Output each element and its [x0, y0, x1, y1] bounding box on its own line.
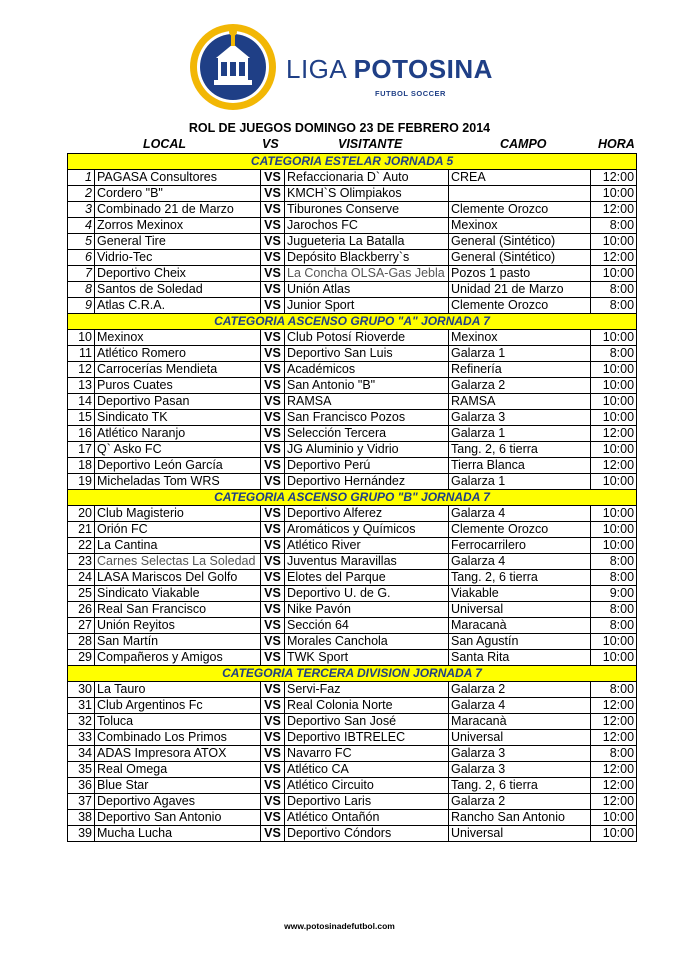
vs-label: VS: [261, 218, 285, 234]
game-row: [68, 698, 637, 714]
local-team: La Tauro: [95, 682, 261, 698]
local-team: Sindicato TK: [95, 410, 261, 426]
local-team: Zorros Mexinox: [95, 218, 261, 234]
game-number: 6: [68, 250, 95, 266]
kickoff-time: 8:00: [591, 570, 637, 586]
field-name: Galarza 1: [449, 474, 591, 490]
game-row: [68, 234, 637, 250]
kickoff-time: 8:00: [591, 218, 637, 234]
game-number: 39: [68, 826, 95, 842]
kickoff-time: 10:00: [591, 650, 637, 666]
kickoff-time: 12:00: [591, 698, 637, 714]
game-row: [68, 458, 637, 474]
local-team: Club Argentinos Fc: [95, 698, 261, 714]
game-row: [68, 266, 637, 282]
vs-label: VS: [261, 634, 285, 650]
field-name: CREA: [449, 170, 591, 186]
column-header-campo: CAMPO: [500, 137, 547, 151]
vs-label: VS: [261, 410, 285, 426]
game-row: [68, 682, 637, 698]
game-number: 20: [68, 506, 95, 522]
vs-label: VS: [261, 730, 285, 746]
game-row: [68, 474, 637, 490]
visiting-team: Selección Tercera: [285, 426, 449, 442]
game-row: [68, 218, 637, 234]
field-name: Galarza 3: [449, 410, 591, 426]
local-team: Combinado 21 de Marzo: [95, 202, 261, 218]
field-name: General (Sintético): [449, 234, 591, 250]
field-name: Santa Rita: [449, 650, 591, 666]
category-title: CATEGORIA ESTELAR JORNADA 5: [68, 154, 637, 170]
vs-label: VS: [261, 170, 285, 186]
game-number: 4: [68, 218, 95, 234]
local-team: General Tire: [95, 234, 261, 250]
kickoff-time: 8:00: [591, 602, 637, 618]
field-name: [449, 186, 591, 202]
kickoff-time: 12:00: [591, 762, 637, 778]
field-name: Galarza 4: [449, 698, 591, 714]
vs-label: VS: [261, 506, 285, 522]
kickoff-time: 10:00: [591, 810, 637, 826]
visiting-team: Servi-Faz: [285, 682, 449, 698]
game-number: 35: [68, 762, 95, 778]
game-number: 28: [68, 634, 95, 650]
visiting-team: Navarro FC: [285, 746, 449, 762]
field-name: Ferrocarrilero: [449, 538, 591, 554]
category-header-row: [68, 666, 637, 682]
vs-label: VS: [261, 234, 285, 250]
visiting-team: San Antonio "B": [285, 378, 449, 394]
local-team: Carnes Selectas La Soledad: [95, 554, 261, 570]
visiting-team: Elotes del Parque: [285, 570, 449, 586]
game-number: 1: [68, 170, 95, 186]
visiting-team: Juventus Maravillas: [285, 554, 449, 570]
kickoff-time: 12:00: [591, 202, 637, 218]
game-row: [68, 538, 637, 554]
field-name: Refinería: [449, 362, 591, 378]
brand-subtitle: FUTBOL SOCCER: [375, 89, 446, 98]
footer-website: www.potosinadefutbol.com: [284, 921, 395, 931]
game-row: [68, 794, 637, 810]
vs-label: VS: [261, 810, 285, 826]
game-number: 5: [68, 234, 95, 250]
vs-label: VS: [261, 650, 285, 666]
vs-label: VS: [261, 330, 285, 346]
vs-label: VS: [261, 298, 285, 314]
field-name: Galarza 1: [449, 426, 591, 442]
vs-label: VS: [261, 378, 285, 394]
field-name: Clemente Orozco: [449, 298, 591, 314]
field-name: San Agustín: [449, 634, 591, 650]
vs-label: VS: [261, 778, 285, 794]
game-number: 13: [68, 378, 95, 394]
kickoff-time: 10:00: [591, 634, 637, 650]
column-header-vs: VS: [262, 137, 279, 151]
local-team: Santos de Soledad: [95, 282, 261, 298]
game-number: 36: [68, 778, 95, 794]
visiting-team: Académicos: [285, 362, 449, 378]
local-team: Blue Star: [95, 778, 261, 794]
visiting-team: Deportivo Laris: [285, 794, 449, 810]
vs-label: VS: [261, 362, 285, 378]
game-row: [68, 586, 637, 602]
game-row: [68, 810, 637, 826]
field-name: Galarza 2: [449, 378, 591, 394]
kickoff-time: 10:00: [591, 378, 637, 394]
field-name: Tang. 2, 6 tierra: [449, 778, 591, 794]
page-title: ROL DE JUEGOS DOMINGO 23 DE FEBRERO 2014: [188, 121, 491, 135]
kickoff-time: 12:00: [591, 170, 637, 186]
kickoff-time: 10:00: [591, 506, 637, 522]
local-team: Toluca: [95, 714, 261, 730]
kickoff-time: 8:00: [591, 554, 637, 570]
vs-label: VS: [261, 602, 285, 618]
vs-label: VS: [261, 250, 285, 266]
field-name: Universal: [449, 826, 591, 842]
local-team: ADAS Impresora ATOX: [95, 746, 261, 762]
kickoff-time: 10:00: [591, 266, 637, 282]
vs-label: VS: [261, 794, 285, 810]
vs-label: VS: [261, 442, 285, 458]
vs-label: VS: [261, 554, 285, 570]
visiting-team: Deportivo San José: [285, 714, 449, 730]
field-name: Viakable: [449, 586, 591, 602]
column-header-visitante: VISITANTE: [338, 137, 403, 151]
local-team: Mucha Lucha: [95, 826, 261, 842]
visiting-team: JG Aluminio y Vidrio: [285, 442, 449, 458]
game-row: [68, 634, 637, 650]
game-number: 2: [68, 186, 95, 202]
game-row: [68, 778, 637, 794]
game-number: 25: [68, 586, 95, 602]
local-team: Deportivo San Antonio: [95, 810, 261, 826]
field-name: Tang. 2, 6 tierra: [449, 570, 591, 586]
local-team: LASA Mariscos Del Golfo: [95, 570, 261, 586]
kickoff-time: 8:00: [591, 298, 637, 314]
visiting-team: Deportivo U. de G.: [285, 586, 449, 602]
visiting-team: Deportivo San Luis: [285, 346, 449, 362]
visiting-team: Tiburones Conserve: [285, 202, 449, 218]
visiting-team: Atlético CA: [285, 762, 449, 778]
game-row: [68, 250, 637, 266]
visiting-team: Deportivo Perú: [285, 458, 449, 474]
game-row: [68, 282, 637, 298]
field-name: Tang. 2, 6 tierra: [449, 442, 591, 458]
field-name: Tierra Blanca: [449, 458, 591, 474]
game-number: 9: [68, 298, 95, 314]
kickoff-time: 12:00: [591, 250, 637, 266]
visiting-team: Atlético Circuito: [285, 778, 449, 794]
local-team: Deportivo Agaves: [95, 794, 261, 810]
kickoff-time: 10:00: [591, 474, 637, 490]
visiting-team: Real Colonia Norte: [285, 698, 449, 714]
game-number: 23: [68, 554, 95, 570]
local-team: Atlético Romero: [95, 346, 261, 362]
local-team: Deportivo León García: [95, 458, 261, 474]
game-row: [68, 202, 637, 218]
local-team: Atlético Naranjo: [95, 426, 261, 442]
game-number: 37: [68, 794, 95, 810]
vs-label: VS: [261, 426, 285, 442]
visiting-team: Deportivo Alferez: [285, 506, 449, 522]
game-row: [68, 298, 637, 314]
game-number: 29: [68, 650, 95, 666]
game-row: [68, 442, 637, 458]
local-team: PAGASA Consultores: [95, 170, 261, 186]
local-team: Deportivo Pasan: [95, 394, 261, 410]
visiting-team: Depósito Blackberry`s: [285, 250, 449, 266]
local-team: Mexinox: [95, 330, 261, 346]
game-row: [68, 762, 637, 778]
game-row: [68, 618, 637, 634]
game-row: [68, 346, 637, 362]
field-name: Mexinox: [449, 218, 591, 234]
local-team: Puros Cuates: [95, 378, 261, 394]
local-team: Micheladas Tom WRS: [95, 474, 261, 490]
game-number: 30: [68, 682, 95, 698]
field-name: Rancho San Antonio: [449, 810, 591, 826]
visiting-team: Sección 64: [285, 618, 449, 634]
local-team: Real Omega: [95, 762, 261, 778]
field-name: Maracanà: [449, 714, 591, 730]
vs-label: VS: [261, 682, 285, 698]
game-row: [68, 730, 637, 746]
visiting-team: Jugueteria La Batalla: [285, 234, 449, 250]
schedule-table: [67, 153, 637, 842]
field-name: Galarza 3: [449, 746, 591, 762]
local-team: Q` Asko FC: [95, 442, 261, 458]
kickoff-time: 10:00: [591, 234, 637, 250]
game-number: 24: [68, 570, 95, 586]
vs-label: VS: [261, 698, 285, 714]
field-name: Unidad 21 de Marzo: [449, 282, 591, 298]
vs-label: VS: [261, 474, 285, 490]
kickoff-time: 10:00: [591, 522, 637, 538]
game-number: 21: [68, 522, 95, 538]
game-number: 34: [68, 746, 95, 762]
kickoff-time: 10:00: [591, 442, 637, 458]
local-team: San Martín: [95, 634, 261, 650]
vs-label: VS: [261, 714, 285, 730]
kickoff-time: 10:00: [591, 186, 637, 202]
vs-label: VS: [261, 538, 285, 554]
vs-label: VS: [261, 570, 285, 586]
column-header-local: LOCAL: [143, 137, 187, 151]
game-number: 14: [68, 394, 95, 410]
vs-label: VS: [261, 282, 285, 298]
visiting-team: Club Potosí Rioverde: [285, 330, 449, 346]
vs-label: VS: [261, 266, 285, 282]
kickoff-time: 9:00: [591, 586, 637, 602]
game-number: 16: [68, 426, 95, 442]
field-name: Universal: [449, 602, 591, 618]
kickoff-time: 12:00: [591, 714, 637, 730]
category-header-row: [68, 490, 637, 506]
local-team: Compañeros y Amigos: [95, 650, 261, 666]
game-number: 18: [68, 458, 95, 474]
visiting-team: Junior Sport: [285, 298, 449, 314]
visiting-team: Aromáticos y Químicos: [285, 522, 449, 538]
category-header-row: [68, 154, 637, 170]
kickoff-time: 12:00: [591, 426, 637, 442]
kickoff-time: 10:00: [591, 538, 637, 554]
kickoff-time: 8:00: [591, 746, 637, 762]
game-number: 26: [68, 602, 95, 618]
game-row: [68, 410, 637, 426]
kickoff-time: 8:00: [591, 282, 637, 298]
kickoff-time: 8:00: [591, 618, 637, 634]
category-title: CATEGORIA TERCERA DIVISION JORNADA 7: [68, 666, 637, 682]
visiting-team: TWK Sport: [285, 650, 449, 666]
local-team: Real San Francisco: [95, 602, 261, 618]
game-number: 15: [68, 410, 95, 426]
visiting-team: Unión Atlas: [285, 282, 449, 298]
field-name: Galarza 1: [449, 346, 591, 362]
vs-label: VS: [261, 202, 285, 218]
visiting-team: Jarochos FC: [285, 218, 449, 234]
visiting-team: KMCH`S Olimpiakos: [285, 186, 449, 202]
kickoff-time: 10:00: [591, 330, 637, 346]
kickoff-time: 12:00: [591, 458, 637, 474]
kickoff-time: 10:00: [591, 394, 637, 410]
local-team: Club Magisterio: [95, 506, 261, 522]
field-name: RAMSA: [449, 394, 591, 410]
field-name: Universal: [449, 730, 591, 746]
game-number: 27: [68, 618, 95, 634]
game-row: [68, 826, 637, 842]
league-emblem-icon: [188, 22, 278, 112]
game-row: [68, 522, 637, 538]
brand-name: LIGA POTOSINA: [286, 54, 493, 84]
field-name: Clemente Orozco: [449, 202, 591, 218]
visiting-team: RAMSA: [285, 394, 449, 410]
kickoff-time: 12:00: [591, 778, 637, 794]
league-logo: [188, 22, 508, 112]
vs-label: VS: [261, 346, 285, 362]
game-row: [68, 554, 637, 570]
field-name: Galarza 3: [449, 762, 591, 778]
game-row: [68, 330, 637, 346]
game-number: 8: [68, 282, 95, 298]
game-number: 38: [68, 810, 95, 826]
vs-label: VS: [261, 186, 285, 202]
local-team: Deportivo Cheix: [95, 266, 261, 282]
category-title: CATEGORIA ASCENSO GRUPO "A" JORNADA 7: [68, 314, 637, 330]
local-team: Sindicato Viakable: [95, 586, 261, 602]
game-row: [68, 650, 637, 666]
field-name: Galarza 4: [449, 506, 591, 522]
field-name: General (Sintético): [449, 250, 591, 266]
game-number: 12: [68, 362, 95, 378]
field-name: Clemente Orozco: [449, 522, 591, 538]
visiting-team: San Francisco Pozos: [285, 410, 449, 426]
visiting-team: La Concha OLSA-Gas Jebla: [285, 266, 449, 282]
kickoff-time: 8:00: [591, 682, 637, 698]
local-team: Combinado Los Primos: [95, 730, 261, 746]
visiting-team: Morales Canchola: [285, 634, 449, 650]
local-team: Orión FC: [95, 522, 261, 538]
game-row: [68, 394, 637, 410]
game-row: [68, 506, 637, 522]
vs-label: VS: [261, 586, 285, 602]
visiting-team: Deportivo Hernández: [285, 474, 449, 490]
game-number: 17: [68, 442, 95, 458]
local-team: Vidrio-Tec: [95, 250, 261, 266]
game-number: 33: [68, 730, 95, 746]
category-header-row: [68, 314, 637, 330]
local-team: Carrocerías Mendieta: [95, 362, 261, 378]
local-team: Unión Reyitos: [95, 618, 261, 634]
visiting-team: Nike Pavón: [285, 602, 449, 618]
game-row: [68, 378, 637, 394]
game-row: [68, 602, 637, 618]
kickoff-time: 12:00: [591, 730, 637, 746]
visiting-team: Refaccionaria D` Auto: [285, 170, 449, 186]
game-row: [68, 362, 637, 378]
game-number: 32: [68, 714, 95, 730]
kickoff-time: 10:00: [591, 362, 637, 378]
vs-label: VS: [261, 394, 285, 410]
column-header-hora: HORA: [598, 137, 635, 151]
field-name: Galarza 2: [449, 682, 591, 698]
kickoff-time: 8:00: [591, 346, 637, 362]
game-row: [68, 714, 637, 730]
game-number: 7: [68, 266, 95, 282]
kickoff-time: 12:00: [591, 794, 637, 810]
local-team: Cordero "B": [95, 186, 261, 202]
visiting-team: Deportivo IBTRELEC: [285, 730, 449, 746]
game-row: [68, 570, 637, 586]
game-number: 31: [68, 698, 95, 714]
vs-label: VS: [261, 826, 285, 842]
game-number: 22: [68, 538, 95, 554]
game-row: [68, 426, 637, 442]
visiting-team: Atlético Ontañón: [285, 810, 449, 826]
field-name: Galarza 2: [449, 794, 591, 810]
kickoff-time: 10:00: [591, 410, 637, 426]
local-team: La Cantina: [95, 538, 261, 554]
game-row: [68, 186, 637, 202]
game-number: 10: [68, 330, 95, 346]
vs-label: VS: [261, 746, 285, 762]
game-number: 19: [68, 474, 95, 490]
game-row: [68, 170, 637, 186]
vs-label: VS: [261, 522, 285, 538]
game-number: 11: [68, 346, 95, 362]
field-name: Mexinox: [449, 330, 591, 346]
field-name: Pozos 1 pasto: [449, 266, 591, 282]
vs-label: VS: [261, 762, 285, 778]
visiting-team: Atlético River: [285, 538, 449, 554]
field-name: Maracanà: [449, 618, 591, 634]
game-row: [68, 746, 637, 762]
visiting-team: Deportivo Cóndors: [285, 826, 449, 842]
vs-label: VS: [261, 458, 285, 474]
local-team: Atlas C.R.A.: [95, 298, 261, 314]
vs-label: VS: [261, 618, 285, 634]
category-title: CATEGORIA ASCENSO GRUPO "B" JORNADA 7: [68, 490, 637, 506]
game-number: 3: [68, 202, 95, 218]
field-name: Galarza 4: [449, 554, 591, 570]
kickoff-time: 10:00: [591, 826, 637, 842]
